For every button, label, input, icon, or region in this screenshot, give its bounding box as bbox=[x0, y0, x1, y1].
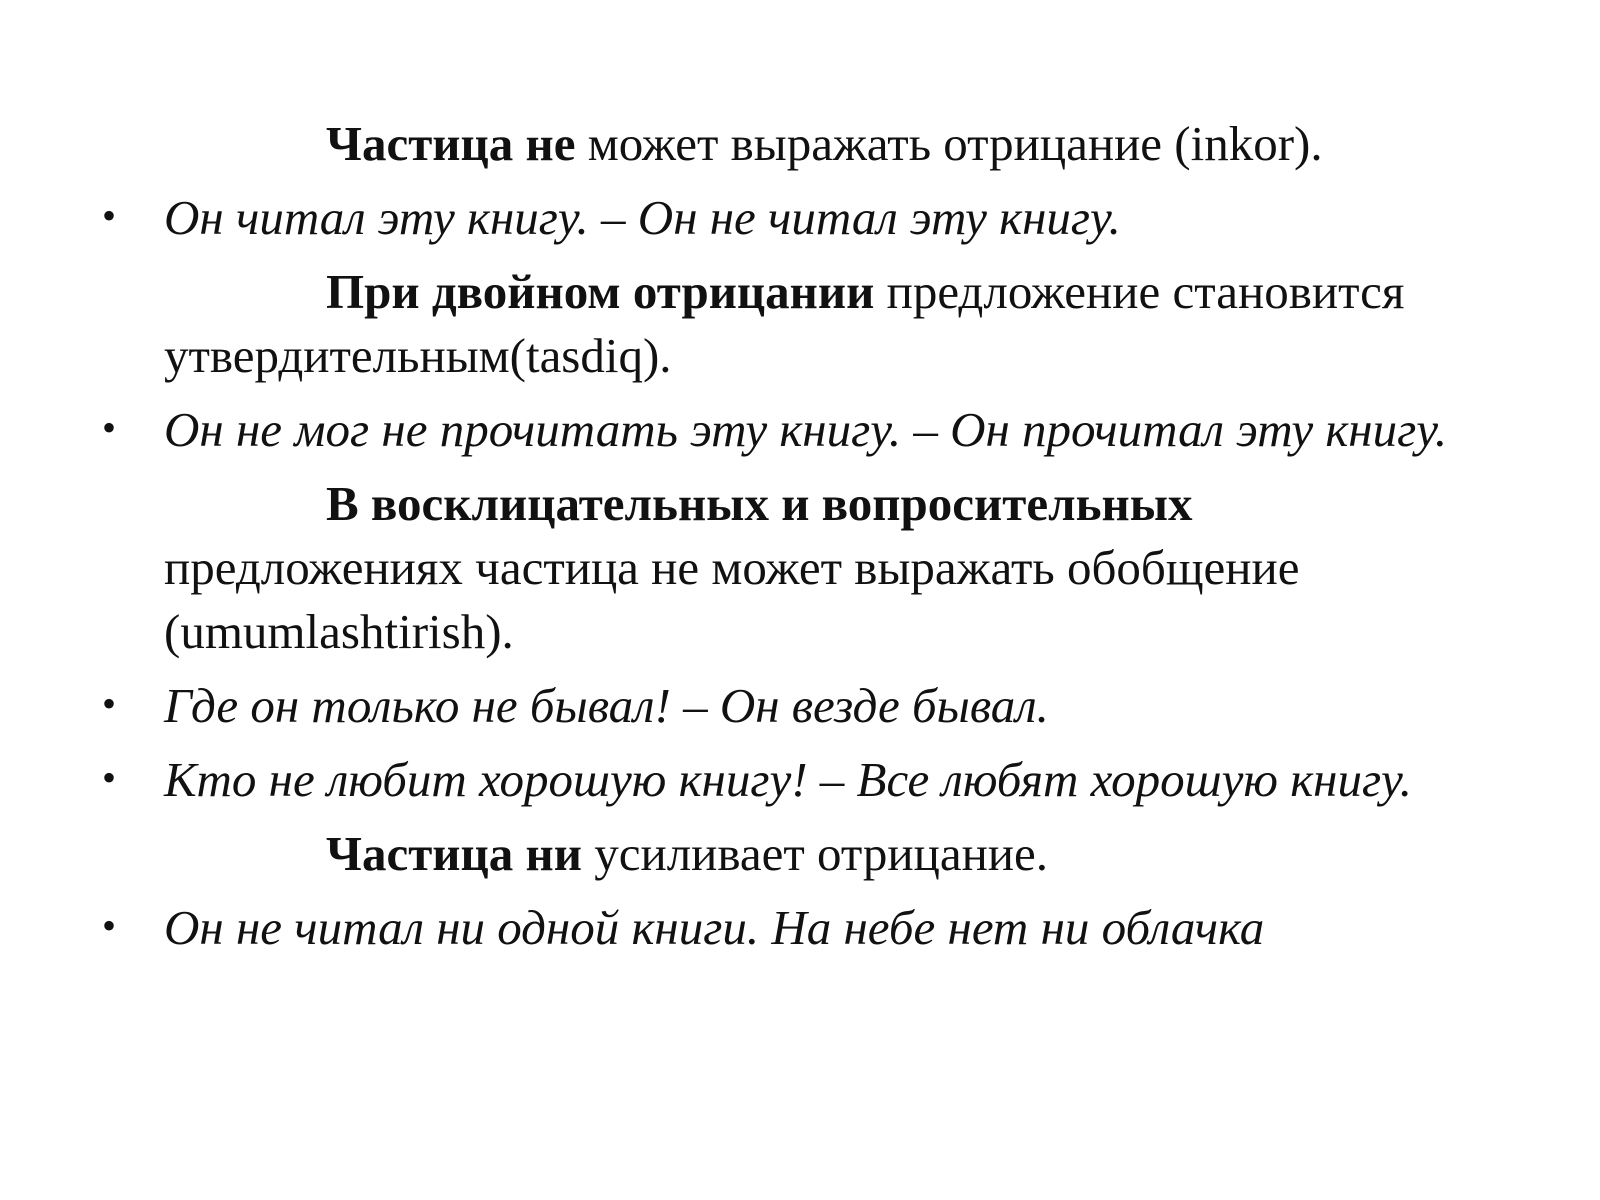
rule-term: Частица ни bbox=[326, 826, 582, 881]
example-item bbox=[102, 186, 1454, 250]
example-text: Он читал эту книгу. – Он не читал эту книгу. bbox=[164, 190, 1121, 245]
rule-text: усиливает отрицание. bbox=[581, 826, 1049, 881]
bullet-icon: • bbox=[102, 903, 117, 948]
bullet-icon: • bbox=[102, 681, 117, 726]
rule-generalization bbox=[164, 472, 1454, 664]
bullet-icon: • bbox=[102, 755, 117, 800]
example-text: Где он только не бывал! – Он везде бывал. bbox=[164, 678, 1049, 733]
bullet-icon: • bbox=[102, 405, 117, 450]
example-text: Он не читал ни одной книги. На небе нет ни облачка bbox=[164, 900, 1265, 955]
rule-double-negation bbox=[164, 260, 1454, 388]
rule-intensification bbox=[164, 822, 1454, 886]
example-text: Он не мог не прочитать эту книгу. – Он прочитал эту книгу. bbox=[164, 402, 1448, 457]
example-item bbox=[102, 748, 1454, 812]
rule-term: Частица не bbox=[326, 116, 576, 171]
rule-term: В восклицательных и вопросительных bbox=[326, 476, 1193, 531]
rule-text: предложениях частица не может выражать обобщение (umumlashtirish). bbox=[164, 540, 1300, 659]
rule-term: При двойном отрицании bbox=[326, 264, 875, 319]
bullet-icon: • bbox=[102, 193, 117, 238]
example-item bbox=[102, 674, 1454, 738]
slide-content bbox=[102, 112, 1454, 970]
rule-text: предложение становится утвердительным(tasdiq). bbox=[164, 264, 1405, 383]
example-text: Кто не любит хорошую книгу! – Все любят хорошую книгу. bbox=[164, 752, 1412, 807]
rule-negation bbox=[164, 112, 1454, 176]
rule-text: может выражать отрицание (inkor). bbox=[575, 116, 1323, 171]
example-item bbox=[102, 398, 1454, 462]
example-item bbox=[102, 896, 1454, 960]
